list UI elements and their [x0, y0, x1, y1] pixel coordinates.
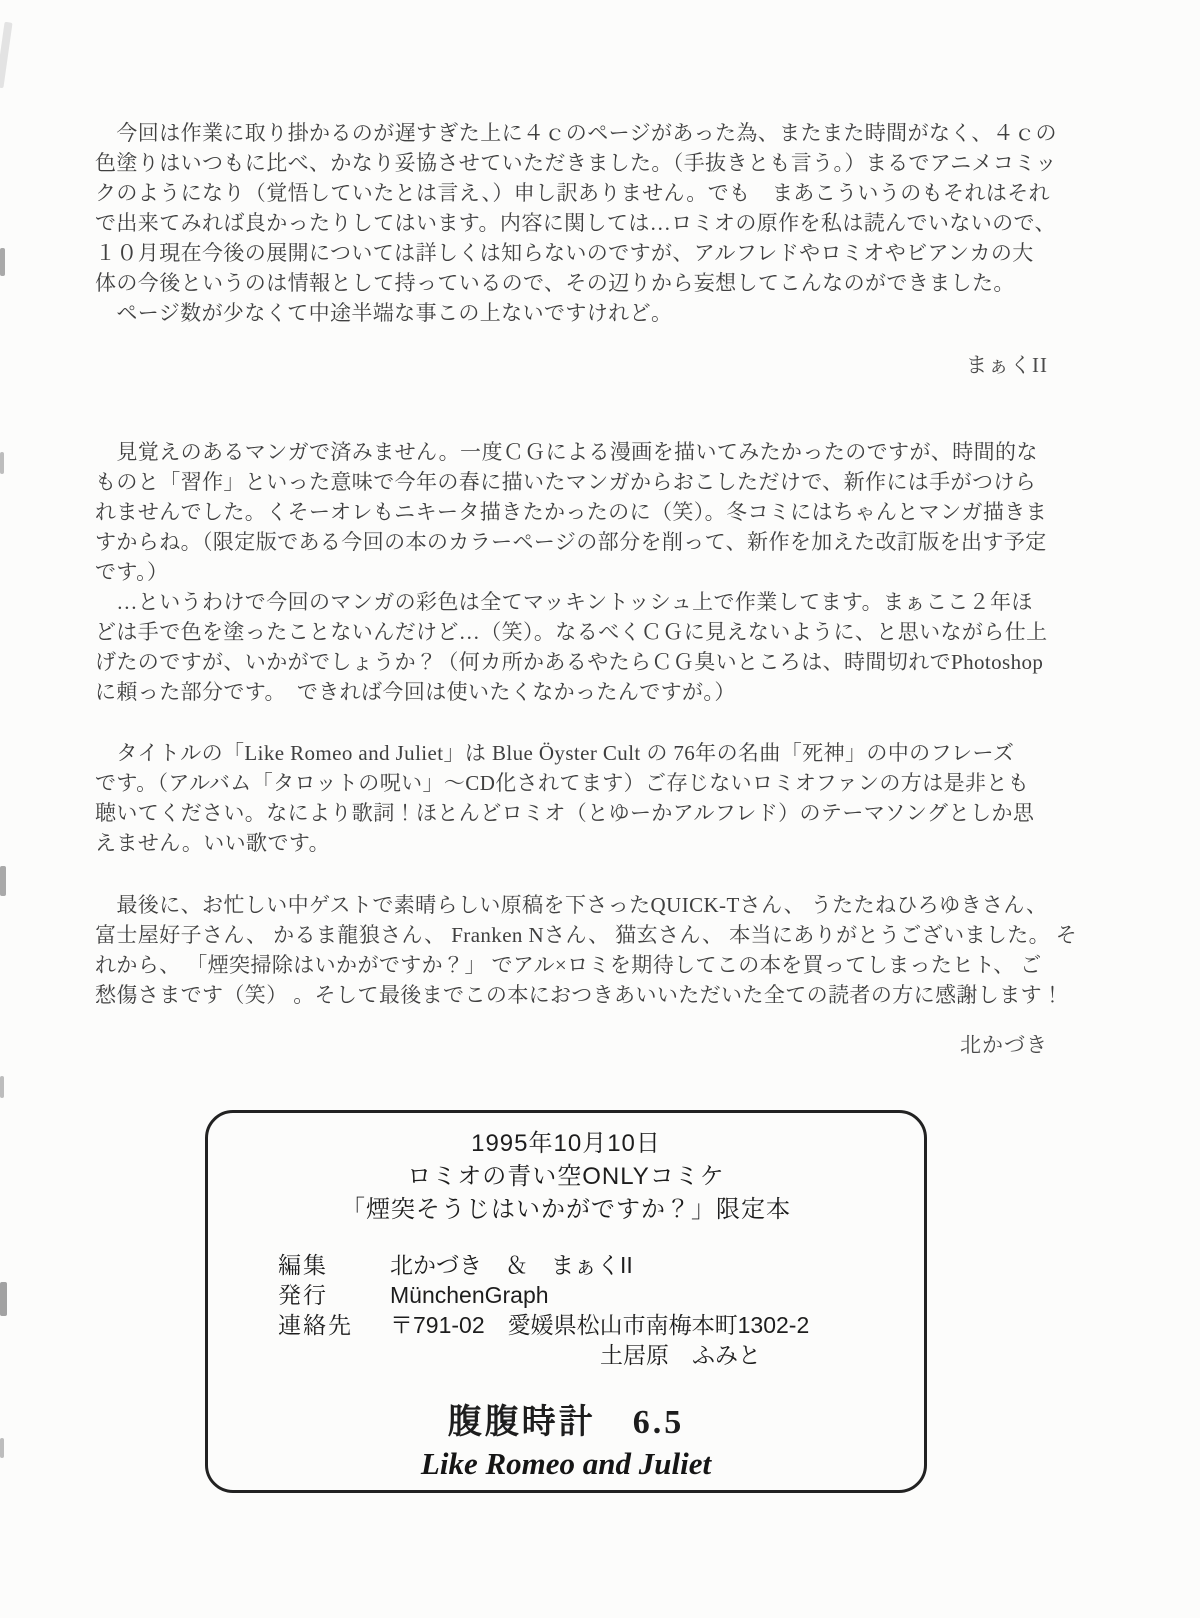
afterword-paragraph-2	[95, 437, 1050, 707]
text-line: 見覚えのあるマンガで済みません。一度ＣＧによる漫画を描いてみたかったのですが、時間的な	[95, 440, 1038, 464]
credit-label: 連絡先	[278, 1312, 353, 1338]
scan-artifact	[0, 248, 5, 276]
afterword-paragraph-4	[95, 890, 1078, 1010]
scan-artifact	[0, 1438, 4, 1458]
text-line: ものと「習作」といった意味で今年の春に描いたマンガからおこしただけで、新作には手がつけら	[95, 470, 1037, 494]
scan-artifact	[0, 22, 13, 88]
colophon-box	[205, 1110, 927, 1493]
text-line: 富士屋好子さん、 かるま龍狼さん、 Franken Nさん、 猫玄さん、 本当にありがとうございました。 そ	[95, 923, 1078, 947]
credit-value: 土居原 ふみと	[600, 1342, 761, 1368]
text-line: えません。いい歌です。	[95, 831, 330, 855]
text-line: どは手で色を塗ったことないんだけど…（笑）。なるべくＣＧに見えないように、と思いながら仕上	[95, 620, 1048, 644]
text-line: です。（アルバム「タロットの呪い」～CD化されてます）ご存じないロミオファンの方は是非とも	[95, 771, 1030, 795]
text-line: …というわけで今回のマンガの彩色は全てマッキントッシュ上で作業してます。まぁここ２年ほ	[95, 590, 1033, 614]
text-line: れから、 「煙突掃除はいかがですか？」 でアル×ロミを期待してこの本を買ってしまったヒト、 ご	[95, 953, 1042, 977]
text-line: に頼った部分です。 できれば今回は使いたくなかったんですが。）	[95, 680, 736, 704]
text-line: 色塗りはいつもに比べ、かなり妥協させていただきました。（手抜きとも言う。）まるでアニメコミッ	[95, 151, 1057, 175]
credit-row	[208, 1250, 924, 1280]
scan-artifact	[0, 1076, 4, 1098]
text-line: で出来てみれば良かったりしてはいます。内容に関しては…ロミオの原作を私は読んでいないので、	[95, 211, 1056, 235]
text-line: 1995年10月10日	[471, 1130, 661, 1157]
colophon-credits	[208, 1250, 924, 1370]
scan-artifact	[0, 866, 6, 896]
text-line: すからね。（限定版である今回の本のカラーページの部分を削って、新作を加えた改訂版を出す予定	[95, 530, 1047, 554]
text-line: 「煙突そうじはいかがですか？」限定本	[341, 1196, 791, 1223]
text-line: 体の今後というのは情報として持っているので、その辺りから妄想してこんなのができました。	[95, 271, 1015, 295]
credit-value: 〒791-02 愛媛県松山市南梅本町1302-2	[390, 1312, 810, 1338]
credit-row	[208, 1280, 924, 1310]
scan-artifact	[0, 1282, 7, 1316]
credit-row	[208, 1310, 924, 1340]
text-line: １０月現在今後の展開については詳しくは知らないのですが、アルフレドやロミオやビアンカの大	[95, 241, 1034, 265]
text-line: 聴いてください。なにより歌詞！ほとんどロミオ（とゆーかアルフレド）のテーマソングとしか思	[95, 801, 1035, 825]
text-line: ページ数が少なくて中途半端な事この上ないですけれど。	[95, 301, 673, 325]
credit-label: 発行	[278, 1282, 328, 1308]
text-line: 愁傷さまです（笑） 。そして最後までこの本におつきあいいただいた全ての読者の方に感謝します！	[95, 983, 1064, 1007]
text-line: げたのですが、いかがでしょうか？（何カ所かあるやたらＣＧ臭いところは、時間切れでPhotoshop	[95, 650, 1044, 674]
text-line: 最後に、お忙しい中ゲストで素晴らしい原稿を下さったQUICK-Tさん、 うたたねひろゆきさん、	[95, 893, 1048, 917]
text-line: 今回は作業に取り掛かるのが遅すぎた上に４ｃのページがあった為、またまた時間がなく、４ｃの	[95, 121, 1057, 145]
credit-value: MünchenGraph	[390, 1282, 549, 1308]
credit-value: 北かづき ＆ まぁくII	[390, 1252, 633, 1278]
book-title-japanese: 腹腹時計 6.5	[447, 1404, 685, 1441]
text-line: クのようになり（覚悟していたとは言え、）申し訳ありません。でも まあこういうのもそれはそれ	[95, 181, 1051, 205]
afterword-paragraph-1	[95, 118, 1057, 328]
text-line: れませんでした。くそーオレもニキータ描きたかったのに（笑）。冬コミにはちゃんとマンガ描きま	[95, 500, 1048, 524]
text-line: ロミオの青い空ONLYコミケ	[407, 1163, 725, 1190]
credit-row	[208, 1340, 924, 1370]
afterword-paragraph-3	[95, 738, 1050, 858]
signature-kitakazuki: 北かづき	[960, 1033, 1048, 1057]
signature-mark2: まぁくII	[966, 353, 1048, 377]
text-line: タイトルの「Like Romeo and Juliet」は Blue Öyster Cult の 76年の名曲「死神」の中のフレーズ	[95, 741, 1015, 765]
colophon-event-info	[208, 1113, 924, 1226]
text-line: です。）	[95, 560, 169, 584]
scan-artifact	[0, 452, 4, 474]
book-title-english: Like Romeo and Juliet	[420, 1446, 712, 1481]
credit-label: 編集	[278, 1252, 328, 1278]
